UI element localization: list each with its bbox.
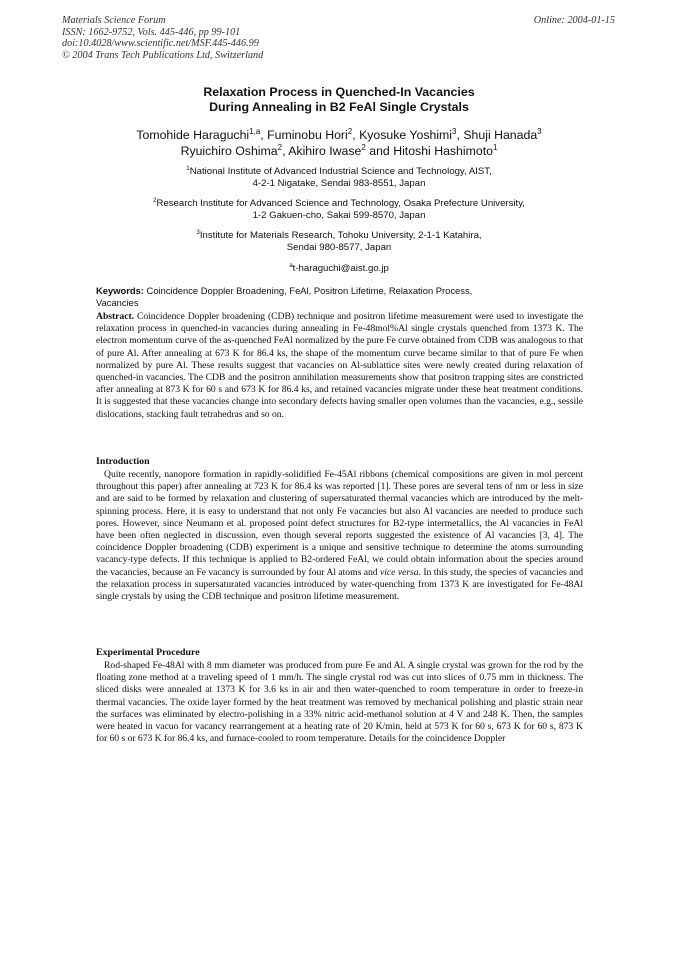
author-affiliation-mark: 1: [492, 142, 498, 152]
journal-header: [62, 15, 263, 61]
introduction-text: Quite recently, nanopore formation in rapidly-solidified Fe-45Al ribbons (chemical compositions are given in mol percent throughout this paper) after annealing at 723 K for 86.4 ks was reported [1]. These pores are several tens of nm or less in size and are said to be formed by relaxation and clustering of supersaturated thermal vacancies which are introduced by the melt-spinning process. Here, it is easy to understand that not only Fe vacancies but also Al vacancies are needed to produce such pores. However, since Neumann et al. proposed point defect structures for B2-type intermetallics, the Al vacancies in FeAl have been often neglected in discussion, even though several reports suggested the existence of Al vacancies [3, 4]. The coincidence Doppler broadening (CDB) experiment is a unique and sensitive technique to determine the atoms surrounding vacancy-type defects. If this technique is applied to B2-ordered FeAl, we could obtain information about the species around the vacancies, because an Fe vacancy is surrounded by four Al atoms and: [96, 469, 583, 578]
author-email[interactable]: [0, 263, 678, 275]
author-affiliation-mark: 1,a: [249, 126, 261, 136]
experimental-paragraph: Rod-shaped Fe-48Al with 8 mm diameter was produced from pure Fe and Al. A single crystal was grown for the rod by the floating zone method at a traveling speed of 1 mm/h. The single crystal rod was cut into slices of 0.75 mm in thickness. The sliced disks were annealed at 1373 K for 3.6 ks in air and then water-quenched to room temperature in order to freeze-in thermal vacancies. The oxide layer formed by the heat treatment was removed by mechanical polishing and plastic strain near the surfaces was eliminated by electro-polishing in a 33% nitric acid-methanol solution at 4 V and 248 K. Then, the samples were heated in vacuo for vacancy rearrangement at a heating rate of 20 K/min, held at 573 K for 60 s, 673 K for 60 s, 873 K for 60 s or 673 K for 86.4 ks, and furnace-cooled to room temperature. Details for the coincidence Doppler: [96, 660, 583, 745]
abstract-text: Coincidence Doppler broadening (CDB) technique and positron lifetime measurement were used to investigate the relaxation process in quenched-in vacancies during annealing in Fe-48mol%Al single crystals quenched from 1373 K. The electron momentum curve of the as-quenched FeAl normalized by the pure Fe curve obtained from CDB was analogous to that of pure Al. After annealing at 673 K for 86.4 ks, the shape of the momentum curve became similar to that of pure Fe when normalized by pure Al. These results suggest that vacancies on Al-sublattice sites were newly created during relaxation of quenched-in vacancies. The CDB and the positron annihilation measurements show that positron trapping sites are constricted after annealing at 873 K for 60 s and 673 K for 86.4 ks, and retained vacancies migrate under these heat treatment conditions. It is suggested that these vacancies change into secondary defects having smaller open volumes than the vacancies, e.g., sessile dislocations, stacking fault tetrahedras and so on.: [96, 311, 583, 420]
author-affiliation-mark: 2: [277, 142, 283, 152]
affiliation-2: [0, 198, 678, 221]
affiliation-mark: 3: [196, 229, 200, 237]
author-line-1: Tomohide Haraguchi$^{1,a}$, Fuminobu Hori$^2$, Kyosuke Yoshimi$^3$, Shuji Hanada$^3$: [136, 126, 542, 142]
keywords-label: Keywords:: [96, 285, 144, 296]
author-name: Akihiro Iwase: [288, 143, 362, 158]
journal-name: Materials Science Forum: [62, 15, 166, 26]
affiliation-line: 1-2 Gakuen-cho, Sakai 599-8570, Japan: [252, 209, 426, 221]
affiliation-1: [0, 166, 678, 189]
email-address[interactable]: t-haraguchi@aist.go.jp: [292, 262, 389, 274]
introduction-text-end: . In this study, the species of vacancies and the relaxation process in supersaturated vacancies introduced by water-quenching from 1373 K are investigated for Fe-48Al single crystals by using the CDB technique and positron lifetime measurement.: [96, 566, 583, 603]
author-affiliation-mark: 3: [537, 126, 542, 136]
affiliation-line: Research Institute for Advanced Science and Technology, Osaka Prefecture University,: [156, 198, 525, 210]
author-list: [0, 128, 678, 159]
affiliation-mark: 1: [186, 164, 190, 172]
experimental-heading: Experimental Procedure: [96, 647, 200, 658]
author-name: Shuji Hanada: [463, 128, 538, 142]
introduction-paragraph: [96, 469, 583, 603]
author-line-2: Ryuichiro Oshima$^2$, Akihiro Iwase$^2$ and Hitoshi Hashimoto$^1$: [180, 142, 498, 158]
author-conjunction: and: [369, 143, 390, 158]
abstract-paragraph: [96, 311, 583, 421]
affiliation-3: [0, 230, 678, 253]
title-line-2: During Annealing in B2 FeAl Single Crystals: [209, 100, 469, 114]
author-affiliation-mark: 3: [452, 126, 457, 136]
author-name: Ryuichiro Oshima: [180, 143, 278, 158]
online-date: Online: 2004-01-15: [533, 15, 615, 26]
author-affiliation-mark: 2: [347, 126, 353, 136]
affiliation-line: Sendai 980-8577, Japan: [286, 241, 392, 253]
keywords-text: Coincidence Doppler Broadening, FeAl, Positron Lifetime, Relaxation Process, Vacancies: [96, 285, 473, 308]
affiliation-mark: 2: [153, 197, 157, 204]
affiliation-line: National Institute of Advanced Industrial Science and Technology, AIST,: [189, 166, 492, 177]
doi-line[interactable]: doi:10.4028/www.scientific.net/MSF.445-446.99: [62, 38, 259, 50]
issn-line: ISSN: 1662-9752, Vols. 445-446, pp 99-101: [62, 26, 241, 38]
author-name: Hitoshi Hashimoto: [393, 143, 493, 158]
paper-title: [0, 85, 678, 115]
introduction-italic: vice versa: [380, 566, 419, 578]
copyright-line: © 2004 Trans Tech Publications Ltd, Switzerland: [62, 49, 264, 61]
author-name: Fuminobu Hori: [267, 128, 348, 142]
affiliation-line: 4-2-1 Nigatake, Sendai 983-8551, Japan: [252, 177, 426, 189]
email-mark: a: [289, 261, 293, 269]
introduction-heading: Introduction: [96, 456, 150, 467]
author-name: Tomohide Haraguchi: [136, 128, 250, 142]
affiliation-list: [0, 166, 678, 283]
abstract-label: Abstract.: [96, 311, 135, 322]
keywords-block: [96, 285, 496, 308]
author-name: Kyosuke Yoshimi: [359, 128, 453, 142]
author-affiliation-mark: 2: [361, 142, 366, 152]
title-line-1: Relaxation Process in Quenched-In Vacancies: [203, 85, 475, 99]
affiliation-line: Institute for Materials Research, Tohoku University, 2-1-1 Katahira,: [199, 230, 482, 242]
